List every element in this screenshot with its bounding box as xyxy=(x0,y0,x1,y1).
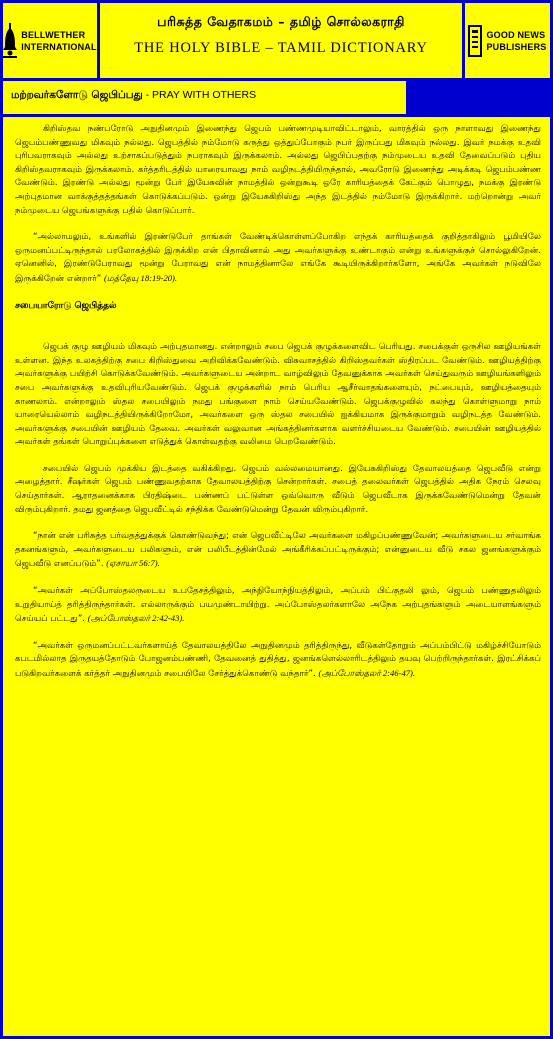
paragraph-3: ஜெபக் குழு ஊழியம் மிகவும் அற்புதமானது. என்றாலும் சபை ஜெபக் குழுக்களைவிட பெரியது. சபைக்குள் ஒருசில ஊழியங்கள் உள்ளன. இந்த உலகத்திற்கு சபை கிறிஸ்துவை அறிவிக்கவேண்டும். விசுவாசத்தில் கிறிஸ்தவர்கள் ஸ்திரப்பட வேண்டும். ஊழியத்திற்கு அவர்களுக்கு பயிற்சி கொடுக்கவேண்டும். அவர்களுடைய அன்றாட வாழ்விலும் தேவனுக்காக அவர்கள் செய்துவரும் ஊழியங்களிலும் சபை அவர்களுக்கு உதவிபுரியவேண்டும். ஜெபக் குழுக்களில் நாம் பெரிய ஆசீர்வாதங்களையும், நட்பையும், ஊழியத்தையும் காணலாம். என்றாலும் ஸ்தல சபையிலும் நமது பங்குளை நாம் செய்யவேண்டும். ஜெபக்குழுவில் கலந்து கொள்ளுமாறு நாம் யாரையெல்லாம் வழிநடத்தியிருக்கிறோமோ, அவர்களை ஒரு ஸ்தல சபையில் ஐக்கியமாக இருக்குமாறும் வழிநடத்த வேண்டும். அவர்களுக்கு சபையின் ஊழியம் தேவை. அவர்கள் வலுவான அங்கத்தினர்களாக வளர்ச்சியடைய வேண்டும். சபையின் ஊழியத்தில் அவர்கள் தங்கள் பொறுப்புக்களை எடுத்துக் கொள்வதற்கு வலிமை பெறவேண்டும். xyxy=(15,342,541,448)
good-news-logo xyxy=(465,3,550,78)
title-tamil: பரிசுத்த வேதாகமம் – தமிழ் சொல்லகராதி xyxy=(157,14,405,29)
title-english: THE HOLY BIBLE – TAMIL DICTIONARY xyxy=(134,40,428,56)
page-header xyxy=(100,3,462,78)
verse-reference: (அப்போஸ்தலர் 2:46-47). xyxy=(318,668,416,678)
paragraph-4: சபையில் ஜெபம் முக்கிய இடத்தை வகிக்கிறது. ஜெபம் வல்லமையானது. இயேசுகிறிஸ்து தேவாலயத்தை ஜெபவீடு என்று அழைத்தார். சீஷர்கள் ஜெபம் பண்ணுவதற்காக தேவாலயத்திற்கு சென்றார்கள். சபைத் தலைவர்கள் ஜெபத்தில் அதிக நேரம் செலவு செய்தார்கள். ஆராதனைக்காக பிரதிஷ்டை பண்ணப் பட்டுள்ள ஒவ்வொரு வீடும் ஜெபவீடாக இருக்கவேண்டுமென்று தேவன் விரும்புகிறார். தமது ஜனத்தை ஜெபவீட்டில் சந்திக்க வேண்டுமென்று தேவன் விரும்புகிறார். xyxy=(15,463,541,515)
subheading: சபையாரோடு ஜெபித்தல் xyxy=(15,300,117,311)
quote-matthew xyxy=(15,231,541,286)
paragraph-1: கிறிஸ்தவ நண்பரோடு அநுதினமும் இணைந்து ஜெபம் பண்ணமுடியாவிட்டாலும், வாரத்தில் ஒரு நாளாவது இணைந்து ஜெபம்பண்ணுவது மிகவும் நல்லது. ஜெபத்தில் நம்மோடு கருத்து ஒத்துப்போகும் நபர் இருப்பது மிகவும் நல்லது. இவர் நமக்கு உதவி புரிபவராகவும் அல்லது உற்சாகப்படுத்தும் நபராகவும் இருக்கலாம். அல்லது ஜெபிப்பதற்கு நம்முடைய உதவி தேவைப்படும் புதிய கிறிஸ்தவராகவும் இருக்கலாம். கர்த்தரிடத்தில் யாரையாவது நாம் வழிநடத்தியிருந்தால், அவரோடு இணைந்து அடிக்கடி ஜெபம்பண்ண வேண்டும். இரண்டு அல்லது மூன்று பேர் இயேசுவின் நாமத்தில் ஒன்றுகூடி ஒரே காரியத்தைக் கேட்கும் பொழுது, நமக்கு இரண்டு அற்புதமான வாக்குத்தத்தங்கள் கொடுக்கப்படும். ஒன்று இயேசுகிறிஸ்து அந்த இடத்தில் நம்மோடு இருக்கிறார். மற்றொன்று அவர் நம்முடைய ஜெபங்களுக்கு பதில் கொடுப்பார். xyxy=(15,124,541,216)
verse-reference: (ஏசாயா 56:7). xyxy=(106,558,160,569)
quote-text: “அல்லாமலும், உங்களில் இரண்டுபேர் தாங்கள் வேண்டிக்கொள்ளப்போகிற எந்தக் காரியத்தைக் குறித்தாகிலும் பூமியிலே ஒருமனப்பட்டிருந்தால் பரலோகத்தில் இருக்கிற என் பிதாவினால் அது அவர்களுக்கு உண்டாகும் என்று உங்களுக்குச் சொல்லுகிறேன். ஏனெனில், இரண்டுபேராவது மூன்று பேராவது என் நாமத்தினாலே எங்கே கூடியிருக்கிறார்களோ, அங்கே அவர்கள் நடுவிலே இருக்கிறேன் என்றார்” xyxy=(15,232,541,284)
right-logo-line1: GOOD NEWS xyxy=(486,29,546,40)
left-logo-line1: BELLWETHER xyxy=(21,29,86,40)
quote-acts-2-46 xyxy=(15,640,541,682)
quote-text: “அவர்கள் அப்போஸ்தலருடைய உபதேசத்திலும், அந்நியோந்நியத்திலும், அப்பம் பிட்குதலி லும், ஜெபம் பண்ணுதலிலும் உறுதியாய்த் தரித்திருந்தார்கள். எல்லாருக்கும் பயமுண்டாயிற்று. அப்போஸ்தலர்களாலே அநேக அற்புதங்களும் அடையாளங்களும் செய்யப் பட்டது”. xyxy=(15,586,541,625)
quote-text: “நான் என் பரிசுத்த பர்வதத்துக்குக் கொண்டுவந்து; என் ஜெபவீட்டிலே அவர்களை மகிழப்பண்ணுவேன்; அவர்களுடைய சர்வாங்க தகனங்களும், அவர்களுடைய பலிகளும், என் பலிபீடத்தின்மேல் அங்கீரிக்கப்பட்டிருக்கும்; என்னுடைய வீடு சகல ஜனங்களுக்கும் ஜெபவீடு எனப்படும்”. xyxy=(15,531,541,570)
content-panel xyxy=(3,117,550,1036)
bellwether-logo xyxy=(3,3,97,78)
verse-reference: (அப்போஸ்தலர் 2:42-43). xyxy=(87,613,185,624)
book-icon xyxy=(468,24,482,58)
verse-reference: (மத்தேயு 18:19-20). xyxy=(103,272,178,283)
quote-isaiah xyxy=(15,530,541,572)
right-logo-line2: PUBLISHERS xyxy=(486,41,547,52)
section-title-separator: - xyxy=(142,89,153,101)
quote-acts-2-42 xyxy=(15,585,541,627)
quote-text: “அவர்கள் ஒருமனப்பட்டவர்களாய்த் தேவாலயத்திலே அநுதினமும் தரித்திருந்து, வீடுகள்தோறும் அப்பம்பிட்டு மகிழ்ச்சியோடும் கபடமில்லாத இருதயத்தோடும் போஜனம்பண்ணி, தேவனைத் துதித்து, ஜனங்களெல்லாரிடத்திலும் தயவு பெற்றிருந்தார்கள். இரட்சிக்கப் படுகிறவர்களைக் கர்த்தர் அநுதினமும் சபையிலே சேர்த்துக்கொண்டு வந்தார்”. xyxy=(15,640,541,679)
section-title xyxy=(3,81,406,114)
left-logo-line2: INTERNATIONAL xyxy=(21,41,97,52)
section-title-english: PRAY WITH OTHERS xyxy=(152,89,257,101)
section-title-tamil: மற்றவர்களோடு ஜெபிப்பது xyxy=(11,89,143,101)
bell-icon xyxy=(3,23,17,59)
